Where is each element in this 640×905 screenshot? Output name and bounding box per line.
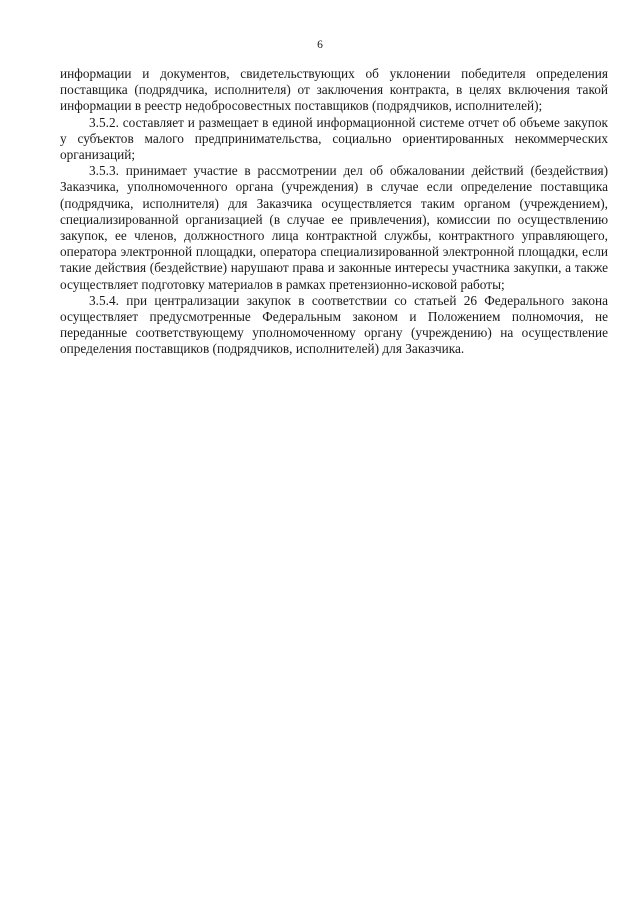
paragraph-3-5-2: 3.5.2. составляет и размещает в единой информационной системе отчет об объеме закупок у субъектов малого предпринимательства, социально ориентированных некоммерческих организаций; [60, 114, 608, 163]
paragraph-3-5-4: 3.5.4. при централизации закупок в соответствии со статьей 26 Федерального закона осуществляет предусмотренные Федеральным законом и Положением полномочия, не переданные соответствующему уполномоченному органу (учреждению) на осуществление определения поставщиков (подрядчиков, исполнителей) для Заказчика. [60, 292, 608, 357]
paragraph-3-5-3: 3.5.3. принимает участие в рассмотрении дел об обжаловании действий (бездействия) Заказчика, уполномоченного органа (учреждения) в случае если определение поставщика (подрядчика, исполнителя) для Заказчика осуществляется таким органом (учреждением), специализированной организацией (в случае ее привлечения), комиссии по осуществлению закупок, ее членов, должностного лица контрактной службы, контрактного управляющего, оператора электронной площадки, оператора специализированной электронной площадки, если такие действия (бездействие) нарушают права и законные интересы участника закупки, а также осуществляет подготовку материалов в рамках претензионно-исковой работы; [60, 163, 608, 292]
document-body [60, 66, 608, 358]
page-number: 6 [317, 39, 323, 51]
paragraph-continuation: информации и документов, свидетельствующих об уклонении победителя определения поставщика (подрядчика, исполнителя) от заключения контракта, в целях включения такой информации в реестр недобросовестных поставщиков (подрядчиков, исполнителей); [60, 66, 608, 114]
